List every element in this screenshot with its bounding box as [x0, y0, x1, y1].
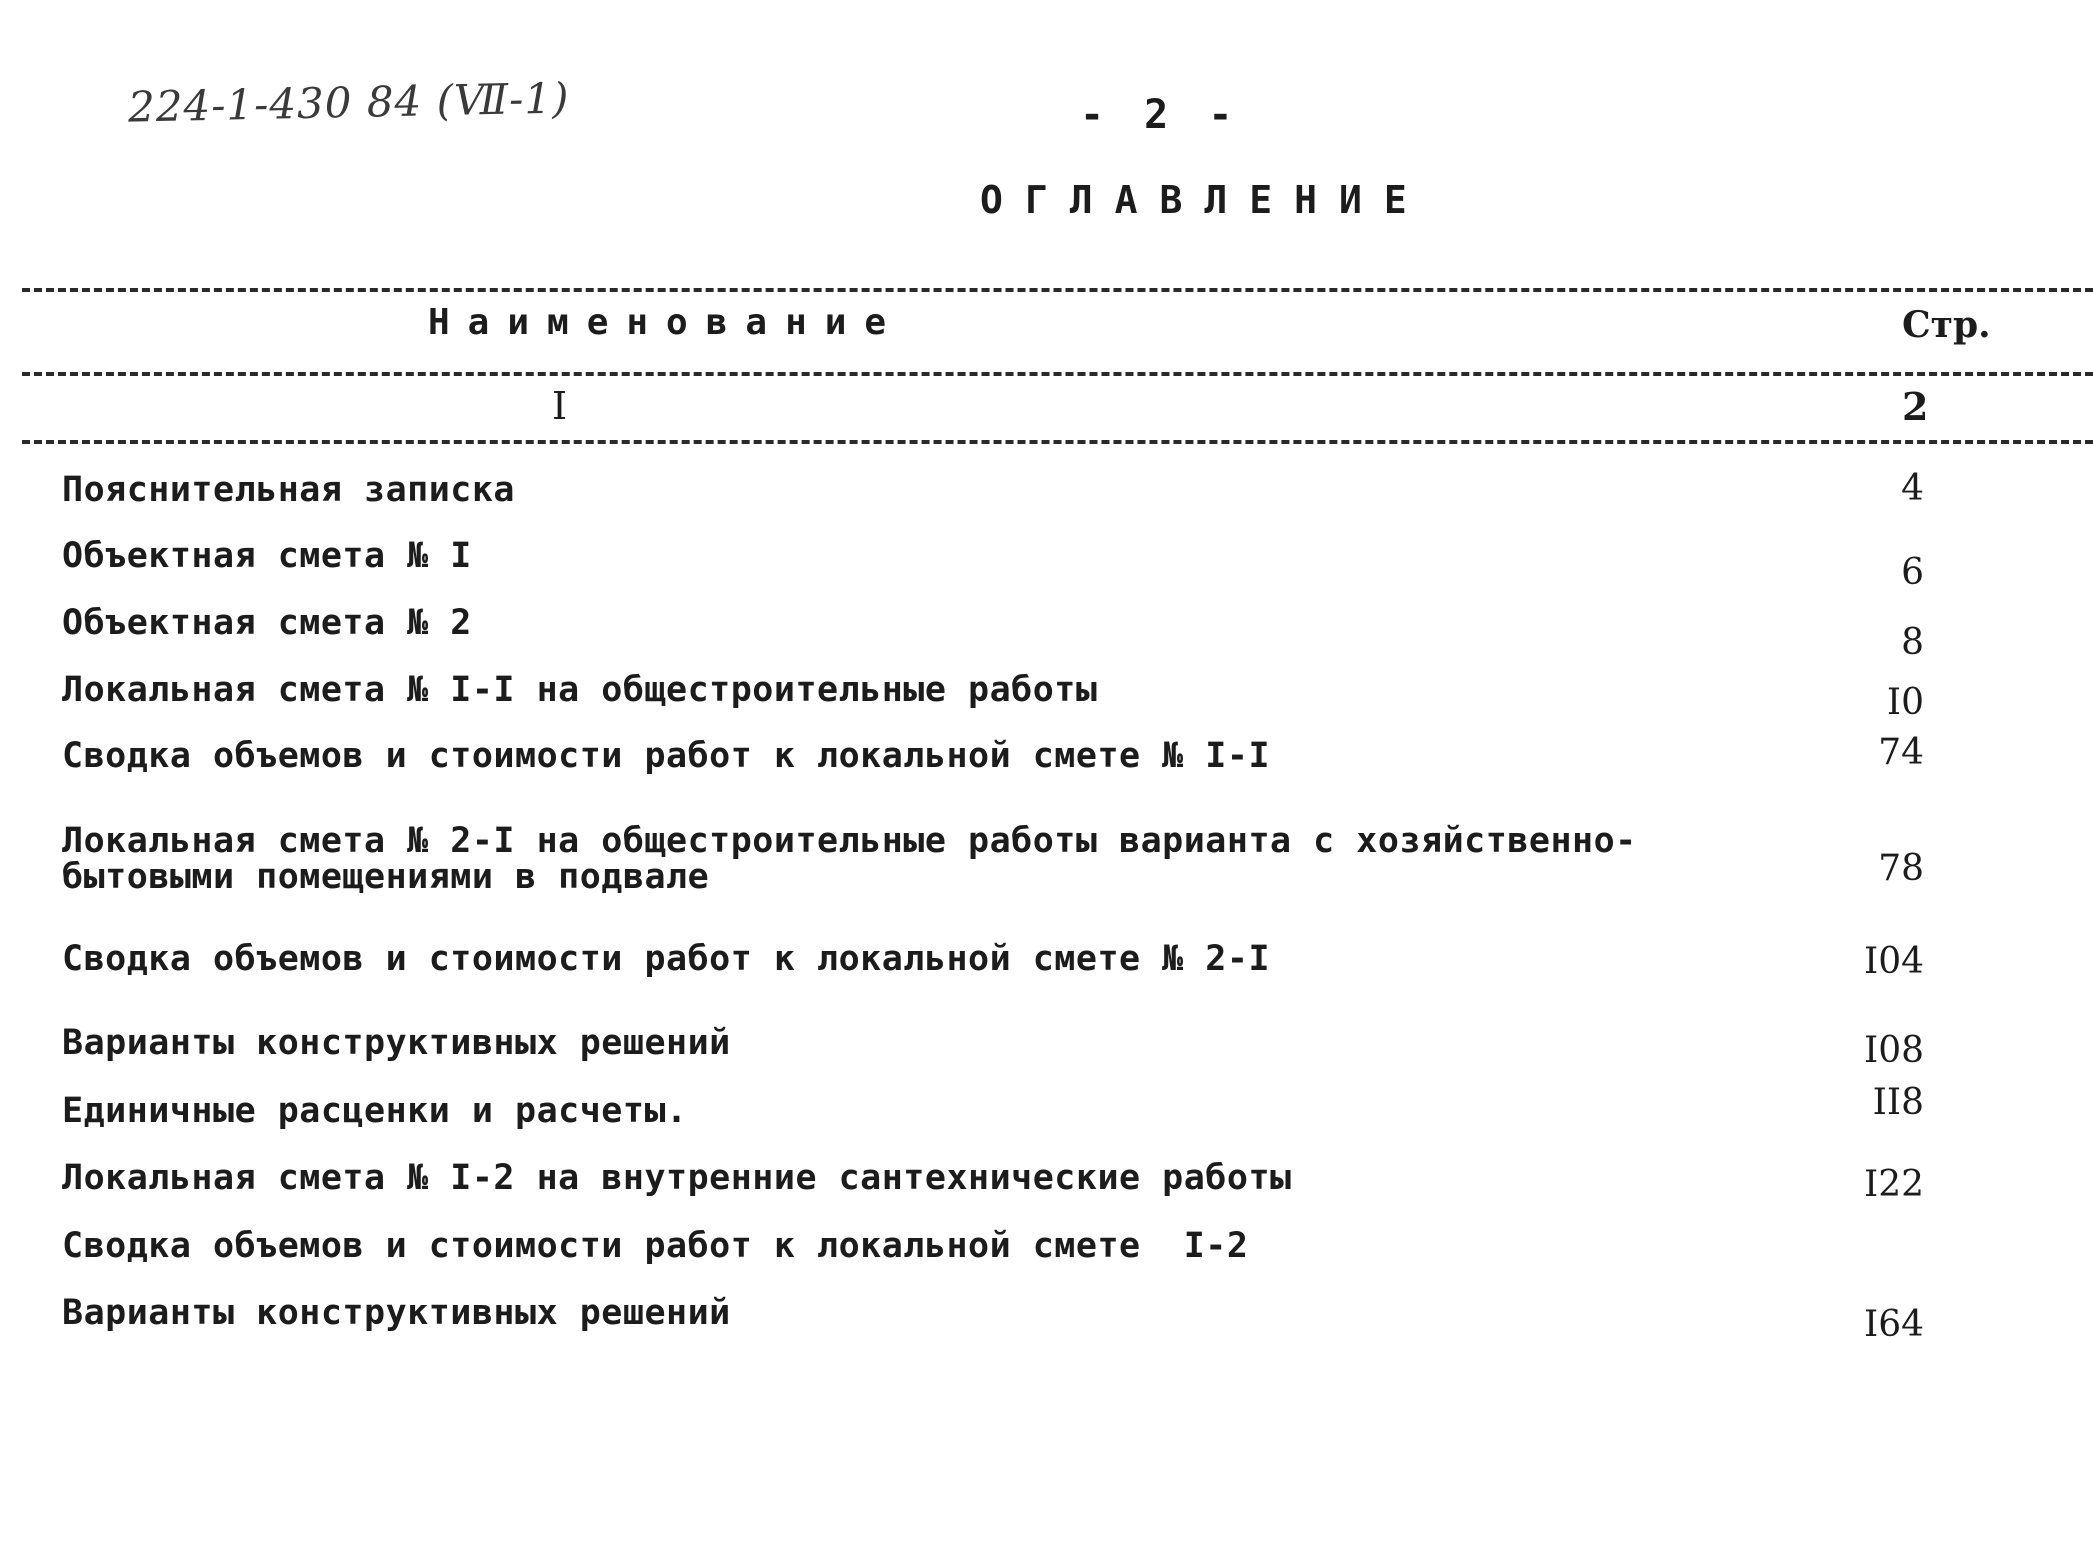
column-number-page: 2	[1902, 384, 1929, 429]
column-header-name: Наименование	[428, 302, 905, 343]
table-header-top-divider	[22, 288, 2093, 292]
toc-entry-page: I22	[1863, 1164, 1924, 1205]
toc-entry-title: Локальная смета № 2-I на общестроительные работы варианта с хозяйственно- бытовыми помещениями в подвале	[62, 821, 1637, 897]
toc-entry-page: 78	[1878, 848, 1924, 889]
toc-entry-page: 6	[1901, 552, 1924, 593]
toc-entry-title: Объектная смета № I	[62, 536, 472, 576]
toc-entry-title: Объектная смета № 2	[62, 603, 472, 643]
toc-entry-title: Сводка объемов и стоимости работ к локальной смете № 2-I	[62, 939, 1271, 979]
column-header-page: Стр.	[1902, 304, 1991, 346]
toc-entry-page: 8	[1901, 622, 1924, 663]
toc-entry-title: Пояснительная записка	[62, 470, 516, 510]
handwritten-document-code: 224-1-430 84 (Ⅶ-1)	[127, 73, 570, 132]
toc-entry-title: Сводка объемов и стоимости работ к локальной смете № I-I	[62, 736, 1271, 776]
toc-entry-title: Варианты конструктивных решений	[62, 1023, 731, 1063]
table-header-bottom-divider	[22, 372, 2093, 376]
table-column-number-divider	[22, 440, 2093, 444]
toc-entry-title: Сводка объемов и стоимости работ к локальной смете I-2	[62, 1226, 1249, 1266]
page-number: - 2 -	[1080, 92, 1241, 138]
toc-entry-page: 74	[1878, 732, 1924, 773]
toc-entry-page: II8	[1872, 1082, 1924, 1123]
toc-entry-title: Локальная смета № I-I на общестроительные работы	[62, 670, 1098, 710]
toc-entry-title: Локальная смета № I-2 на внутренние сантехнические работы	[62, 1158, 1292, 1198]
toc-entry-page: I04	[1863, 941, 1924, 982]
toc-entry-page: I64	[1863, 1304, 1924, 1345]
page-title: ОГЛАВЛЕНИЕ	[980, 178, 1429, 222]
column-number-name: I	[552, 384, 568, 428]
toc-entry-page: I0	[1886, 682, 1924, 723]
toc-entry-title: Варианты конструктивных решений	[62, 1293, 731, 1333]
toc-entry-page: 4	[1901, 468, 1924, 509]
toc-entry-title: Единичные расценки и расчеты.	[62, 1091, 688, 1131]
toc-entry-page: I08	[1863, 1030, 1924, 1071]
